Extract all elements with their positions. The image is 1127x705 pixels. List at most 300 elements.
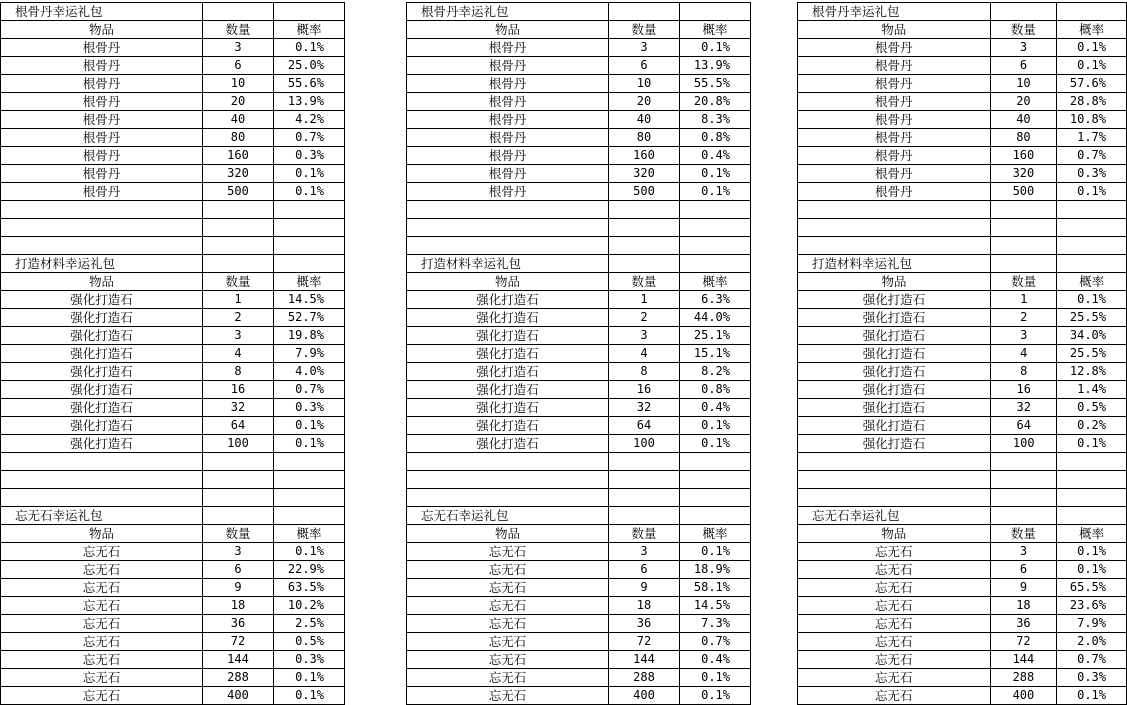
item-cell[interactable]: 强化打造石 [407,327,609,345]
qty-cell[interactable]: 36 [203,615,274,633]
header-qty[interactable]: 数量 [609,525,680,543]
qty-cell[interactable]: 100 [203,435,274,453]
qty-cell[interactable]: 3 [609,327,680,345]
qty-cell[interactable]: 72 [609,633,680,651]
empty-cell[interactable] [990,201,1057,219]
prob-cell[interactable]: 2.5% [274,615,345,633]
item-cell[interactable]: 强化打造石 [407,435,609,453]
item-cell[interactable]: 强化打造石 [798,417,991,435]
header-prob[interactable]: 概率 [680,21,751,39]
prob-cell[interactable]: 7.3% [680,615,751,633]
pack-title[interactable]: 打造材料幸运礼包 [407,255,609,273]
empty-cell[interactable] [609,453,680,471]
empty-cell[interactable] [203,201,274,219]
prob-cell[interactable]: 12.8% [1057,363,1127,381]
header-item[interactable]: 物品 [798,525,991,543]
empty-cell[interactable] [680,237,751,255]
empty-cell[interactable] [407,471,609,489]
qty-cell[interactable]: 18 [609,597,680,615]
item-cell[interactable]: 忘无石 [1,651,203,669]
header-item[interactable]: 物品 [798,273,991,291]
header-item[interactable]: 物品 [798,21,991,39]
empty-cell[interactable] [798,471,991,489]
item-cell[interactable]: 根骨丹 [407,165,609,183]
item-cell[interactable]: 忘无石 [798,579,991,597]
empty-cell[interactable] [991,453,1057,471]
prob-cell[interactable]: 0.1% [1057,561,1127,579]
qty-cell[interactable]: 3 [990,543,1057,561]
prob-cell[interactable]: 0.1% [680,669,751,687]
header-prob[interactable]: 概率 [1057,21,1127,39]
prob-cell[interactable]: 0.1% [680,435,751,453]
qty-cell[interactable]: 80 [990,129,1057,147]
prob-cell[interactable]: 0.1% [680,39,751,57]
qty-cell[interactable]: 1 [991,291,1057,309]
empty-cell[interactable] [274,507,345,525]
item-cell[interactable]: 忘无石 [407,579,609,597]
empty-cell[interactable] [798,219,991,237]
item-cell[interactable]: 强化打造石 [407,363,609,381]
item-cell[interactable]: 根骨丹 [798,39,991,57]
prob-cell[interactable]: 10.8% [1057,111,1127,129]
qty-cell[interactable]: 160 [203,147,274,165]
item-cell[interactable]: 强化打造石 [1,345,203,363]
qty-cell[interactable]: 3 [991,327,1057,345]
item-cell[interactable]: 忘无石 [1,633,203,651]
empty-cell[interactable] [203,3,274,21]
prob-cell[interactable]: 8.3% [680,111,751,129]
item-cell[interactable]: 忘无石 [407,543,609,561]
prob-cell[interactable]: 25.0% [274,57,345,75]
header-item[interactable]: 物品 [407,273,609,291]
qty-cell[interactable]: 2 [203,309,274,327]
prob-cell[interactable]: 6.3% [680,291,751,309]
qty-cell[interactable]: 16 [991,381,1057,399]
item-cell[interactable]: 强化打造石 [1,363,203,381]
empty-cell[interactable] [609,3,680,21]
prob-cell[interactable]: 0.4% [680,147,751,165]
prob-cell[interactable]: 44.0% [680,309,751,327]
qty-cell[interactable]: 4 [203,345,274,363]
empty-cell[interactable] [798,201,991,219]
prob-cell[interactable]: 57.6% [1057,75,1127,93]
qty-cell[interactable]: 500 [203,183,274,201]
qty-cell[interactable]: 100 [609,435,680,453]
qty-cell[interactable]: 6 [203,561,274,579]
empty-cell[interactable] [798,453,991,471]
qty-cell[interactable]: 2 [609,309,680,327]
prob-cell[interactable]: 0.7% [1057,651,1127,669]
item-cell[interactable]: 根骨丹 [1,129,203,147]
empty-cell[interactable] [274,489,345,507]
item-cell[interactable]: 强化打造石 [1,327,203,345]
qty-cell[interactable]: 144 [990,651,1057,669]
item-cell[interactable]: 强化打造石 [407,381,609,399]
qty-cell[interactable]: 20 [203,93,274,111]
header-qty[interactable]: 数量 [203,21,274,39]
prob-cell[interactable]: 0.1% [680,687,751,705]
pack-title[interactable]: 忘无石幸运礼包 [407,507,609,525]
item-cell[interactable]: 根骨丹 [1,111,203,129]
item-cell[interactable]: 强化打造石 [407,417,609,435]
qty-cell[interactable]: 16 [609,381,680,399]
item-cell[interactable]: 忘无石 [1,687,203,705]
item-cell[interactable]: 强化打造石 [1,309,203,327]
qty-cell[interactable]: 64 [609,417,680,435]
header-qty[interactable]: 数量 [990,525,1057,543]
qty-cell[interactable]: 3 [609,543,680,561]
item-cell[interactable]: 根骨丹 [407,147,609,165]
item-cell[interactable]: 根骨丹 [407,39,609,57]
item-cell[interactable]: 根骨丹 [798,183,991,201]
qty-cell[interactable]: 3 [203,327,274,345]
qty-cell[interactable]: 64 [203,417,274,435]
empty-cell[interactable] [990,219,1057,237]
item-cell[interactable]: 忘无石 [798,561,991,579]
qty-cell[interactable]: 4 [609,345,680,363]
qty-cell[interactable]: 8 [609,363,680,381]
empty-cell[interactable] [274,453,345,471]
item-cell[interactable]: 根骨丹 [798,75,991,93]
header-item[interactable]: 物品 [407,21,609,39]
prob-cell[interactable]: 0.1% [274,39,345,57]
prob-cell[interactable]: 0.1% [680,417,751,435]
header-item[interactable]: 物品 [1,21,203,39]
prob-cell[interactable]: 25.5% [1057,345,1127,363]
item-cell[interactable]: 强化打造石 [798,309,991,327]
qty-cell[interactable]: 40 [609,111,680,129]
prob-cell[interactable]: 19.8% [274,327,345,345]
prob-cell[interactable]: 1.4% [1057,381,1127,399]
header-prob[interactable]: 概率 [680,525,751,543]
header-qty[interactable]: 数量 [203,273,274,291]
qty-cell[interactable]: 10 [609,75,680,93]
prob-cell[interactable]: 13.9% [680,57,751,75]
qty-cell[interactable]: 40 [203,111,274,129]
prob-cell[interactable]: 13.9% [274,93,345,111]
prob-cell[interactable]: 0.2% [1057,417,1127,435]
qty-cell[interactable]: 32 [609,399,680,417]
prob-cell[interactable]: 7.9% [274,345,345,363]
item-cell[interactable]: 忘无石 [1,597,203,615]
prob-cell[interactable]: 63.5% [274,579,345,597]
item-cell[interactable]: 强化打造石 [1,381,203,399]
qty-cell[interactable]: 80 [203,129,274,147]
qty-cell[interactable]: 18 [990,597,1057,615]
empty-cell[interactable] [680,3,751,21]
qty-cell[interactable]: 20 [990,93,1057,111]
prob-cell[interactable]: 0.1% [274,417,345,435]
header-qty[interactable]: 数量 [609,273,680,291]
empty-cell[interactable] [203,489,274,507]
qty-cell[interactable]: 400 [990,687,1057,705]
qty-cell[interactable]: 400 [203,687,274,705]
qty-cell[interactable]: 9 [203,579,274,597]
item-cell[interactable]: 根骨丹 [1,165,203,183]
empty-cell[interactable] [680,489,751,507]
item-cell[interactable]: 忘无石 [798,633,991,651]
prob-cell[interactable]: 0.7% [1057,147,1127,165]
item-cell[interactable]: 强化打造石 [798,327,991,345]
empty-cell[interactable] [1,471,203,489]
item-cell[interactable]: 强化打造石 [798,291,991,309]
prob-cell[interactable]: 0.1% [1057,39,1127,57]
item-cell[interactable]: 根骨丹 [1,57,203,75]
qty-cell[interactable]: 36 [609,615,680,633]
prob-cell[interactable]: 25.1% [680,327,751,345]
prob-cell[interactable]: 0.1% [1057,543,1127,561]
prob-cell[interactable]: 0.4% [680,651,751,669]
prob-cell[interactable]: 20.8% [680,93,751,111]
header-prob[interactable]: 概率 [274,21,345,39]
qty-cell[interactable]: 500 [990,183,1057,201]
prob-cell[interactable]: 10.2% [274,597,345,615]
item-cell[interactable]: 忘无石 [798,687,991,705]
empty-cell[interactable] [609,201,680,219]
item-cell[interactable]: 根骨丹 [1,147,203,165]
qty-cell[interactable]: 6 [609,57,680,75]
item-cell[interactable]: 忘无石 [798,597,991,615]
prob-cell[interactable]: 0.1% [274,687,345,705]
qty-cell[interactable]: 6 [990,561,1057,579]
item-cell[interactable]: 忘无石 [1,669,203,687]
item-cell[interactable]: 根骨丹 [407,75,609,93]
empty-cell[interactable] [274,3,345,21]
empty-cell[interactable] [1057,255,1127,273]
empty-cell[interactable] [680,471,751,489]
pack-title[interactable]: 忘无石幸运礼包 [798,507,991,525]
qty-cell[interactable]: 36 [990,615,1057,633]
prob-cell[interactable]: 0.3% [1057,669,1127,687]
empty-cell[interactable] [203,237,274,255]
prob-cell[interactable]: 0.8% [680,381,751,399]
empty-cell[interactable] [1057,237,1127,255]
header-item[interactable]: 物品 [1,273,203,291]
qty-cell[interactable]: 72 [990,633,1057,651]
empty-cell[interactable] [991,255,1057,273]
qty-cell[interactable]: 3 [203,39,274,57]
prob-cell[interactable]: 0.1% [680,183,751,201]
header-prob[interactable]: 概率 [274,273,345,291]
prob-cell[interactable]: 0.1% [1057,57,1127,75]
empty-cell[interactable] [990,507,1057,525]
empty-cell[interactable] [407,219,609,237]
prob-cell[interactable]: 0.1% [1057,291,1127,309]
qty-cell[interactable]: 8 [203,363,274,381]
prob-cell[interactable]: 0.5% [274,633,345,651]
empty-cell[interactable] [798,237,991,255]
qty-cell[interactable]: 400 [609,687,680,705]
prob-cell[interactable]: 0.1% [1057,183,1127,201]
item-cell[interactable]: 根骨丹 [1,183,203,201]
prob-cell[interactable]: 14.5% [680,597,751,615]
item-cell[interactable]: 忘无石 [407,615,609,633]
item-cell[interactable]: 强化打造石 [407,399,609,417]
prob-cell[interactable]: 34.0% [1057,327,1127,345]
empty-cell[interactable] [203,471,274,489]
qty-cell[interactable]: 32 [203,399,274,417]
empty-cell[interactable] [990,3,1057,21]
qty-cell[interactable]: 18 [203,597,274,615]
prob-cell[interactable]: 55.5% [680,75,751,93]
prob-cell[interactable]: 18.9% [680,561,751,579]
prob-cell[interactable]: 25.5% [1057,309,1127,327]
item-cell[interactable]: 强化打造石 [1,399,203,417]
empty-cell[interactable] [1,219,203,237]
item-cell[interactable]: 忘无石 [407,651,609,669]
empty-cell[interactable] [1057,219,1127,237]
empty-cell[interactable] [407,237,609,255]
qty-cell[interactable]: 4 [991,345,1057,363]
pack-title[interactable]: 打造材料幸运礼包 [798,255,991,273]
item-cell[interactable]: 强化打造石 [1,417,203,435]
item-cell[interactable]: 根骨丹 [798,57,991,75]
empty-cell[interactable] [991,471,1057,489]
header-qty[interactable]: 数量 [990,21,1057,39]
item-cell[interactable]: 根骨丹 [798,93,991,111]
item-cell[interactable]: 强化打造石 [798,345,991,363]
qty-cell[interactable]: 100 [991,435,1057,453]
item-cell[interactable]: 强化打造石 [407,291,609,309]
qty-cell[interactable]: 6 [990,57,1057,75]
item-cell[interactable]: 强化打造石 [798,399,991,417]
pack-title[interactable]: 根骨丹幸运礼包 [798,3,991,21]
qty-cell[interactable]: 320 [609,165,680,183]
qty-cell[interactable]: 144 [203,651,274,669]
prob-cell[interactable]: 0.3% [274,147,345,165]
qty-cell[interactable]: 64 [991,417,1057,435]
prob-cell[interactable]: 4.2% [274,111,345,129]
empty-cell[interactable] [1,201,203,219]
empty-cell[interactable] [680,453,751,471]
empty-cell[interactable] [1057,3,1127,21]
empty-cell[interactable] [274,255,345,273]
pack-title[interactable]: 打造材料幸运礼包 [1,255,203,273]
prob-cell[interactable]: 52.7% [274,309,345,327]
item-cell[interactable]: 根骨丹 [407,129,609,147]
qty-cell[interactable]: 32 [991,399,1057,417]
empty-cell[interactable] [203,453,274,471]
qty-cell[interactable]: 16 [203,381,274,399]
empty-cell[interactable] [680,255,751,273]
item-cell[interactable]: 根骨丹 [407,111,609,129]
qty-cell[interactable]: 72 [203,633,274,651]
empty-cell[interactable] [609,237,680,255]
empty-cell[interactable] [274,201,345,219]
item-cell[interactable]: 根骨丹 [798,129,991,147]
item-cell[interactable]: 强化打造石 [1,435,203,453]
empty-cell[interactable] [609,219,680,237]
empty-cell[interactable] [203,507,274,525]
qty-cell[interactable]: 288 [203,669,274,687]
empty-cell[interactable] [407,201,609,219]
item-cell[interactable]: 根骨丹 [1,93,203,111]
item-cell[interactable]: 根骨丹 [798,165,991,183]
empty-cell[interactable] [1057,453,1127,471]
prob-cell[interactable]: 7.9% [1057,615,1127,633]
item-cell[interactable]: 根骨丹 [798,111,991,129]
empty-cell[interactable] [680,201,751,219]
prob-cell[interactable]: 0.1% [274,543,345,561]
prob-cell[interactable]: 8.2% [680,363,751,381]
item-cell[interactable]: 根骨丹 [407,93,609,111]
empty-cell[interactable] [203,255,274,273]
empty-cell[interactable] [1,237,203,255]
qty-cell[interactable]: 80 [609,129,680,147]
item-cell[interactable]: 根骨丹 [798,147,991,165]
empty-cell[interactable] [407,453,609,471]
item-cell[interactable]: 忘无石 [798,651,991,669]
header-prob[interactable]: 概率 [1057,525,1127,543]
prob-cell[interactable]: 65.5% [1057,579,1127,597]
empty-cell[interactable] [680,507,751,525]
empty-cell[interactable] [1057,489,1127,507]
item-cell[interactable]: 根骨丹 [407,57,609,75]
qty-cell[interactable]: 10 [203,75,274,93]
empty-cell[interactable] [798,489,991,507]
qty-cell[interactable]: 40 [990,111,1057,129]
empty-cell[interactable] [1,489,203,507]
qty-cell[interactable]: 9 [609,579,680,597]
prob-cell[interactable]: 2.0% [1057,633,1127,651]
empty-cell[interactable] [274,471,345,489]
pack-title[interactable]: 根骨丹幸运礼包 [407,3,609,21]
item-cell[interactable]: 忘无石 [1,543,203,561]
item-cell[interactable]: 强化打造石 [798,363,991,381]
item-cell[interactable]: 忘无石 [407,669,609,687]
qty-cell[interactable]: 288 [609,669,680,687]
empty-cell[interactable] [609,255,680,273]
header-prob[interactable]: 概率 [274,525,345,543]
prob-cell[interactable]: 0.1% [1057,435,1127,453]
prob-cell[interactable]: 0.3% [274,651,345,669]
qty-cell[interactable]: 160 [609,147,680,165]
qty-cell[interactable]: 6 [203,57,274,75]
qty-cell[interactable]: 288 [990,669,1057,687]
prob-cell[interactable]: 0.8% [680,129,751,147]
header-prob[interactable]: 概率 [680,273,751,291]
pack-title[interactable]: 根骨丹幸运礼包 [1,3,203,21]
prob-cell[interactable]: 55.6% [274,75,345,93]
prob-cell[interactable]: 0.3% [1057,165,1127,183]
item-cell[interactable]: 强化打造石 [798,435,991,453]
qty-cell[interactable]: 10 [990,75,1057,93]
item-cell[interactable]: 忘无石 [1,615,203,633]
qty-cell[interactable]: 3 [990,39,1057,57]
header-qty[interactable]: 数量 [991,273,1057,291]
qty-cell[interactable]: 1 [609,291,680,309]
prob-cell[interactable]: 58.1% [680,579,751,597]
prob-cell[interactable]: 22.9% [274,561,345,579]
header-prob[interactable]: 概率 [1057,273,1127,291]
empty-cell[interactable] [991,489,1057,507]
prob-cell[interactable]: 0.1% [274,669,345,687]
item-cell[interactable]: 忘无石 [407,633,609,651]
qty-cell[interactable]: 2 [991,309,1057,327]
item-cell[interactable]: 忘无石 [798,669,991,687]
empty-cell[interactable] [990,237,1057,255]
item-cell[interactable]: 忘无石 [798,543,991,561]
item-cell[interactable]: 忘无石 [407,597,609,615]
empty-cell[interactable] [609,471,680,489]
prob-cell[interactable]: 0.1% [680,165,751,183]
prob-cell[interactable]: 23.6% [1057,597,1127,615]
qty-cell[interactable]: 144 [609,651,680,669]
empty-cell[interactable] [1057,507,1127,525]
prob-cell[interactable]: 0.1% [1057,687,1127,705]
pack-title[interactable]: 忘无石幸运礼包 [1,507,203,525]
qty-cell[interactable]: 500 [609,183,680,201]
